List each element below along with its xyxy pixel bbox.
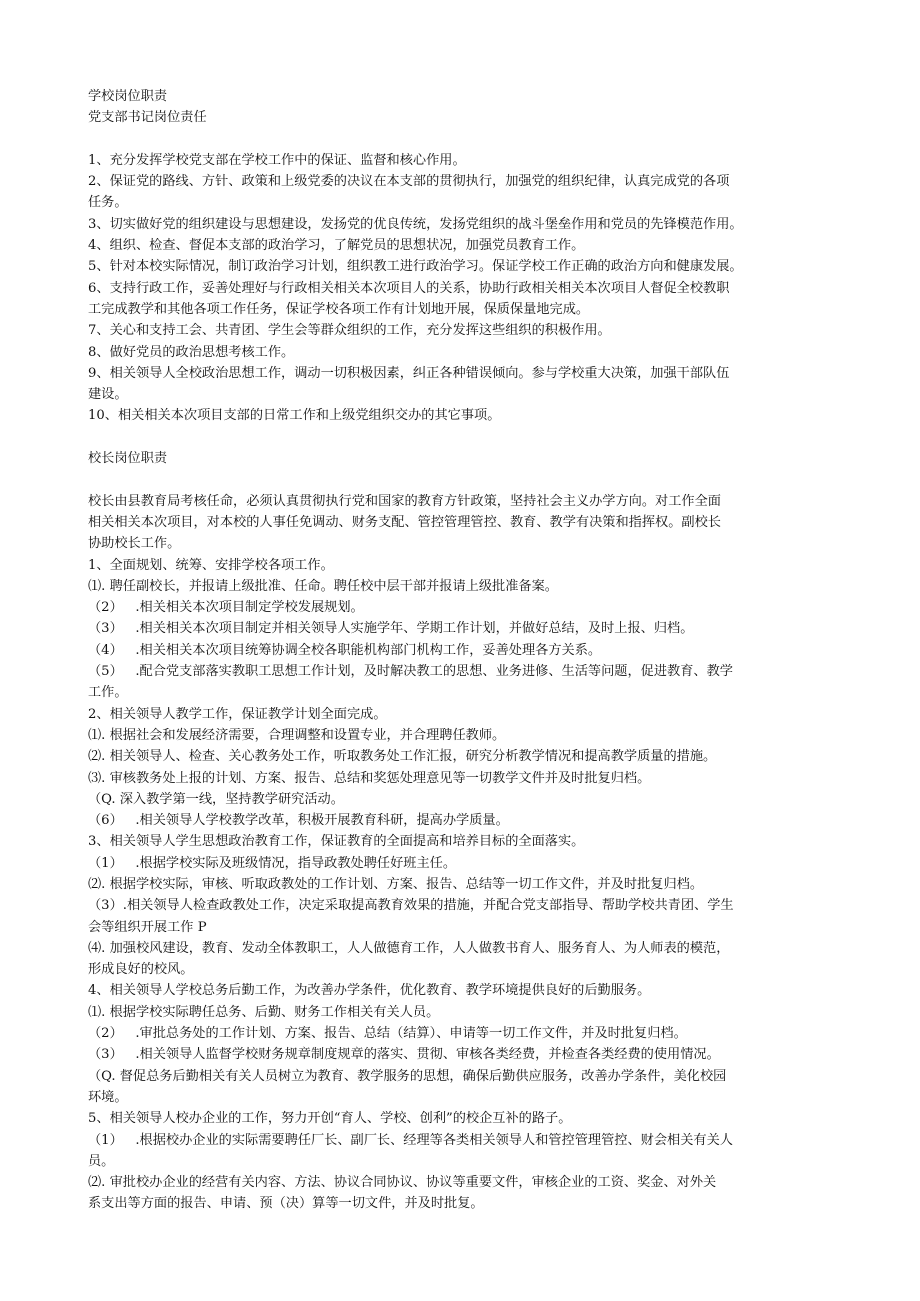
section-heading-principal: 校长岗位职责 [88,451,168,467]
text-line: 1、全面规划、统筹、安排学校各项工作。 [88,557,334,573]
text-line: ⑵. 相关领导人、检查、关心教务处工作，听取教务处工作汇报，研究分析教学情况和提高教学质量的措施。 [88,749,717,765]
text-line: 相关相关本次项目，对本校的人事任免调动、财务支配、管控管理管控、教育、教学有决策和指挥权。副校长 [88,514,721,530]
text-line: （6） .相关领导人学校教学改革，积极开展教育科研，提高办学质量。 [88,813,509,829]
text-line: 3、相关领导人学生思想政治教育工作，保证教育的全面提高和培养目标的全面落实。 [88,834,585,850]
text-line: 协助校长工作。 [88,536,181,552]
text-line: ⑵. 审批校办企业的经营有关内容、方法、协议合同协议、协议等重要文件，审核企业的工资、奖金、对外关 [88,1175,717,1191]
section-body-party-secretary [88,150,840,427]
text-line: 4、组织、检查、督促本支部的政治学习，了解党员的思想状况，加强党员教育工作。 [88,238,585,254]
spacer [88,427,840,448]
text-line: （4） .相关相关本次项目统筹协调全校各职能机构部门机构工作，妥善处理各方关系。 [88,642,602,658]
section-heading-party-secretary: 党支部书记岗位责任 [88,110,207,126]
text-line: （Q. 深入教学第一线，坚持教学研究活动。 [88,791,344,807]
text-line: ⑴. 根据学校实际聘任总务、后勤、财务工作相关有关人员。 [88,1004,440,1020]
text-line: 形成良好的校风。 [88,962,194,978]
text-line: 建设。 [88,387,128,403]
text-line: ⑷. 加强校风建设，教育、发动全体教职工，人人做德育工作，人人做教书育人、服务育人、为人师表的模范， [88,940,730,956]
text-line: 员。 [88,1153,115,1169]
text-line: 系支出等方面的报告、申请、预（决）算等一切文件，并及时批复。 [88,1196,484,1212]
text-line: 校长由县教育局考核任命，必须认真贯彻执行党和国家的教育方针政策，坚持社会主义办学方向。对工作全面 [88,493,721,509]
text-line: 5、相关领导人校办企业的工作，努力开创“育人、学校、创利”的校企互补的路子。 [88,1111,572,1127]
text-line: 5、针对本校实际情况，制订政治学习计划，组织教工进行政治学习。保证学校工作正确的政治方向和健康发展。 [88,259,743,275]
text-line: 1、充分发挥学校党支部在学校工作中的保证、监督和核心作用。 [88,152,466,168]
text-line: 3、切实做好党的组织建设与思想建设，发扬党的优良传统，发扬党组织的战斗堡垒作用和党员的先锋模范作用。 [88,216,743,232]
text-line: ⑵. 根据学校实际，审核、听取政教处的工作计划、方案、报告、总结等一切工作文件，并及时批复归档。 [88,876,704,892]
spacer [88,469,840,490]
text-line: 2、相关领导人教学工作，保证教学计划全面完成。 [88,706,387,722]
text-line: 工完成教学和其他各项工作任务，保证学校各项工作有计划地开展，保质保量地完成。 [88,301,590,317]
section-body-principal [88,491,840,1215]
text-line: 任务。 [88,195,128,211]
text-line: 会等组织开展工作 P [88,919,207,935]
document-page [88,86,840,1215]
text-line: （3） .相关相关本次项目制定并相关领导人实施学年、学期工作计划，并做好总结，及时上报、归档。 [88,621,694,637]
text-line: 环境。 [88,1089,128,1105]
text-line: （2） .审批总务处的工作计划、方案、报告、总结（结算）、申请等一切工作文件，并及时批复归档。 [88,1026,687,1042]
text-line: （1） .根据校办企业的实际需要聘任厂长、副厂长、经理等各类相关领导人和管控管理管控、财会相关有关人 [88,1132,733,1148]
text-line: （1） .根据学校实际及班级情况，指导政教处聘任好班主任。 [88,855,457,871]
text-line: （3） .相关领导人监督学校财务规章制度规章的落实、贯彻、审核各类经费，并检查各类经费的使用情况。 [88,1047,720,1063]
text-line: 9、相关领导人全校政治思想工作，调动一切积极因素，纠正各种错误倾向。参与学校重大决策，加强干部队伍 [88,365,730,381]
text-line: 10、相关相关本次项目支部的日常工作和上级党组织交办的其它事项。 [88,408,501,424]
text-line: 6、支持行政工作，妥善处理好与行政相关相关本次项目人的关系，协助行政相关相关本次项目人督促全校教职 [88,280,730,296]
spacer [88,129,840,150]
text-line: （3）.相关领导人检查政教处工作，决定采取提高教育效果的措施，并配合党支部指导、帮助学校共青团、学生 [88,898,734,914]
text-line: 7、关心和支持工会、共青团、学生会等群众组织的工作，充分发挥这些组织的积极作用。 [88,323,611,339]
text-line: 8、做好党员的政治思想考核工作。 [88,344,295,360]
document-title: 学校岗位职责 [88,89,168,104]
text-line: 工作。 [88,685,128,701]
text-line: 2、保证党的路线、方针、政策和上级党委的决议在本支部的贯彻执行，加强党的组织纪律，认真完成党的各项 [88,174,730,190]
text-line: 4、相关领导人学校总务后勤工作，为改善办学条件，优化教育、教学环境提供良好的后勤服务。 [88,983,651,999]
text-line: ⑴. 根据社会和发展经济需要，合理调整和设置专业，并合理聘任教师。 [88,727,506,743]
text-line: （5） .配合党支部落实教职工思想工作计划，及时解决教工的思想、业务进修、生活等问题，促进教育、教学 [88,664,733,680]
text-line: （Q. 督促总务后勤相关有关人员树立为教育、教学服务的思想，确保后勤供应服务，改善办学条件，美化校园 [88,1068,727,1084]
text-line: ⑴. 聘任副校长，并报请上级批准、任命。聘任校中层干部并报请上级批准备案。 [88,578,558,594]
text-line: ⑶. 审核教务处上报的计划、方案、报告、总结和奖惩处理意见等一切教学文件并及时批复归档。 [88,770,651,786]
text-line: （2） .相关相关本次项目制定学校发展规划。 [88,600,364,616]
